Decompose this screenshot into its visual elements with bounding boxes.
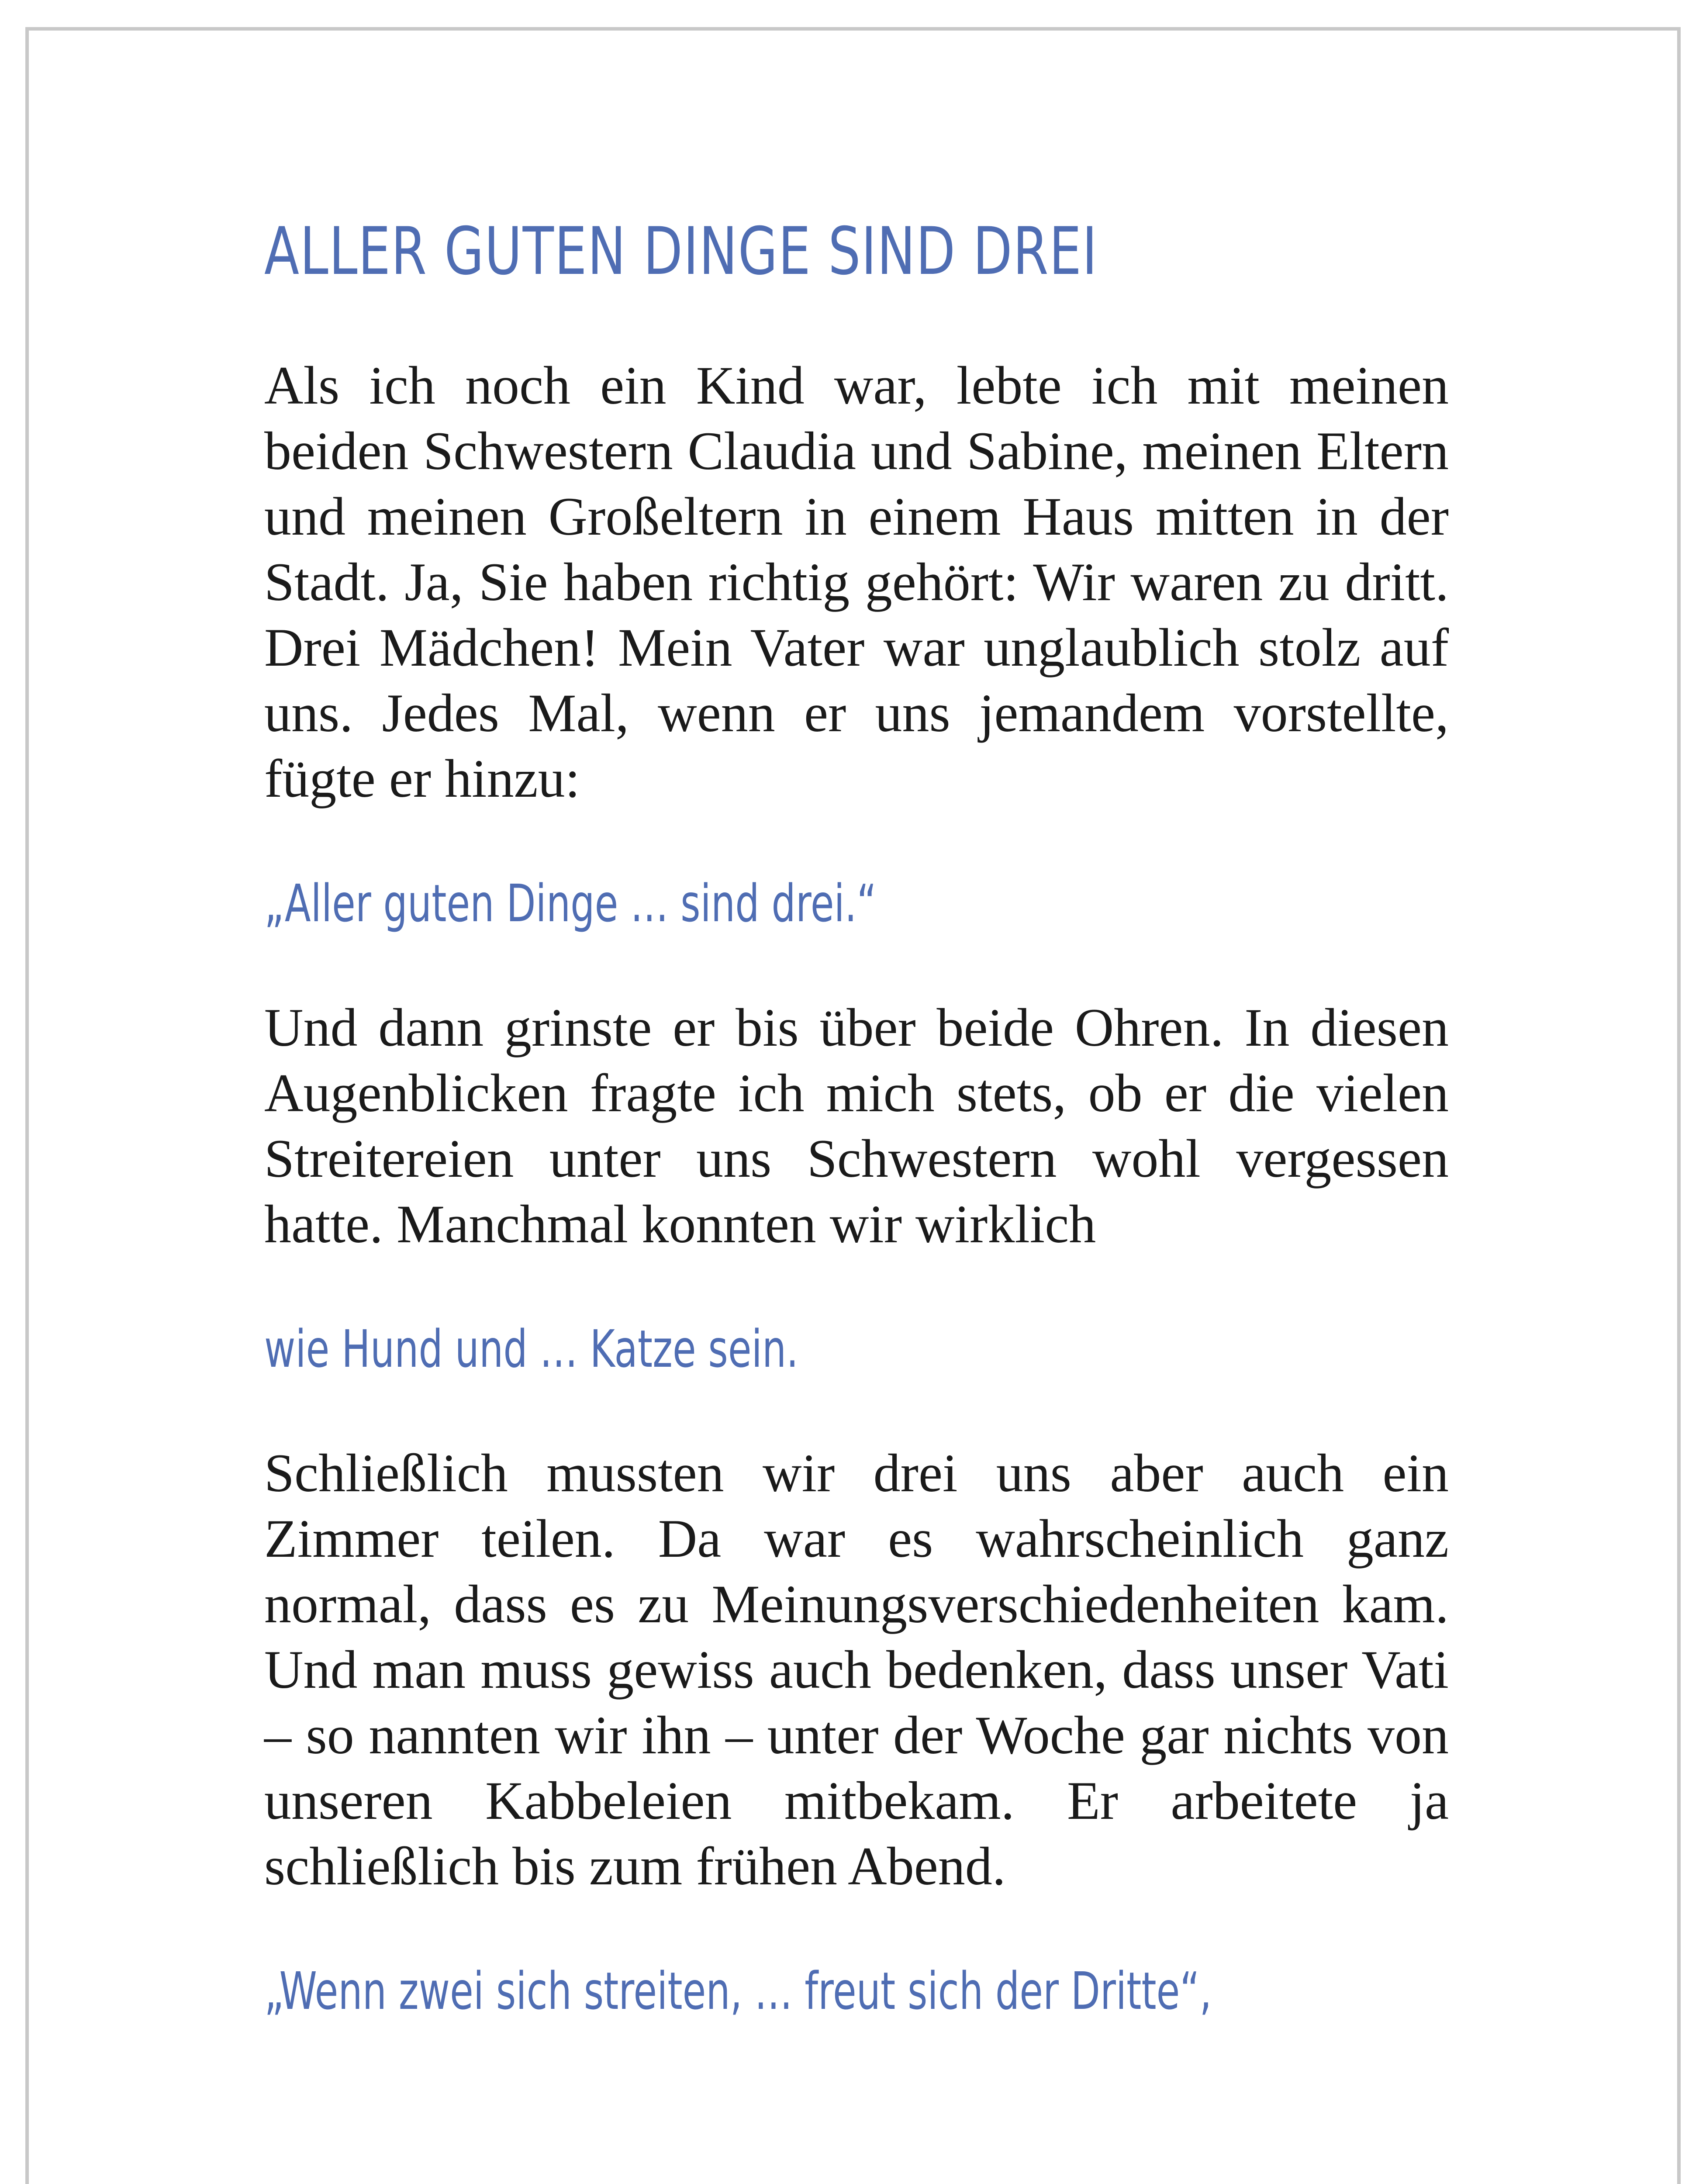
chapter-heading: ALLER GUTEN DINGE SIND DREI	[264, 214, 1098, 290]
quote-1: „Aller guten Dinge … sind drei.“	[264, 873, 877, 933]
paragraph-1: Als ich noch ein Kind war, lebte ich mit meinen beiden Schwestern Claudia und Sabine, meinen Eltern und meinen Großeltern in einem Haus mitten in der Stadt. Ja, Sie haben richtig gehört: Wir waren zu dritt. Drei Mädchen! Mein Vater war unglaublich stolz auf uns. Jedes Mal, wenn er uns jemandem vorstellte, fügte er hinzu:	[264, 355, 1449, 809]
page-content	[264, 214, 1449, 2024]
quote-2: wie Hund und … Katze sein.	[264, 1318, 799, 1379]
paragraph-3: Schließlich mussten wir drei uns aber auch ein Zimmer teilen. Da war es wahrscheinlich ganz normal, dass es zu Meinungsverschiedenheiten kam. Und man muss gewiss auch bedenken, dass unser Vati – so nannten wir ihn – unter der Woche gar nichts von unseren Kabbeleien mitbekam. Er arbeitete ja schließlich bis zum frühen Abend.	[264, 1443, 1449, 1896]
quote-3: „Wenn zwei sich streiten, … freut sich der Dritte“,	[264, 1960, 1212, 2021]
paragraph-2: Und dann grinste er bis über beide Ohren. In diesen Augenblicken fragte ich mich stets, ob er die vielen Streitereien unter uns Schwestern wohl vergessen hatte. Manchmal konnten wir wirklich	[264, 997, 1449, 1254]
